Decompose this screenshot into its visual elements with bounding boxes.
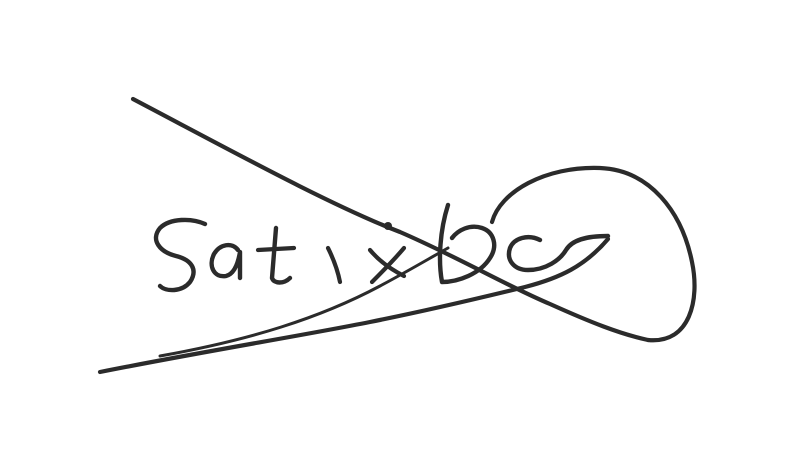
flourish-secondary-stroke (160, 248, 448, 356)
letter-s-stroke (156, 220, 205, 290)
diagonal-stroke (133, 99, 648, 340)
letter-t-crossbar (258, 248, 294, 250)
letter-h-stroke (440, 205, 494, 282)
letter-i-dot (384, 222, 392, 230)
letter-i-stroke (328, 248, 340, 282)
signature-strokes (100, 99, 695, 372)
letter-t-stroke (272, 228, 290, 283)
letter-a-stroke (212, 245, 240, 278)
